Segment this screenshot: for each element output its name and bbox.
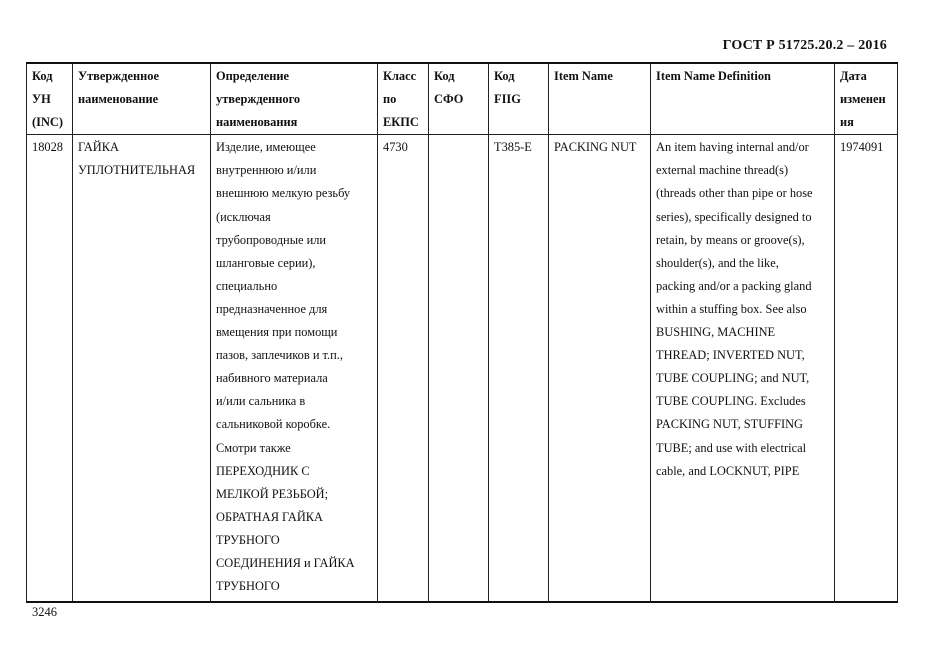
cell-sfo: [429, 135, 489, 602]
text-line: ия: [840, 115, 854, 130]
text-line: series), specifically designed to: [656, 209, 812, 224]
text-line: Item Name Definition: [656, 69, 771, 83]
header-date: [835, 63, 898, 135]
cell-approved-name: [73, 135, 211, 602]
text-line: изменен: [840, 92, 886, 107]
text-line: наименование: [78, 92, 159, 107]
cell-inc: 18028: [27, 135, 73, 602]
text-line: Определение: [216, 69, 290, 83]
text-line: FIIG: [494, 92, 521, 107]
standard-designation: ГОСТ Р 51725.20.2 – 2016: [722, 38, 887, 53]
text-line: шланговые серии),: [216, 255, 316, 270]
text-line: внутреннюю и/или: [216, 163, 317, 178]
text-line: Дата: [840, 69, 867, 83]
cell-item-name: PACKING NUT: [549, 135, 651, 602]
text-line: предназначенное для: [216, 301, 328, 316]
text-line: трубопроводные или: [216, 232, 327, 247]
text-line: TUBE COUPLING. Excludes: [656, 394, 806, 409]
cell-item-definition: [651, 135, 835, 602]
text-line: ЕКПС: [383, 115, 419, 130]
text-line: УН: [32, 92, 51, 107]
text-line: пазов, заплечиков и т.п.,: [216, 348, 343, 363]
header-sfo: [429, 63, 489, 135]
text-line: shoulder(s), and the like,: [656, 255, 779, 270]
text-line: An item having internal and/or: [656, 140, 809, 155]
text-line: within a stuffing box. See also: [656, 301, 807, 316]
text-line: МЕЛКОЙ РЕЗЬБОЙ;: [216, 486, 329, 501]
text-line: Утвержденное: [78, 69, 159, 83]
text-line: Код: [494, 69, 515, 83]
text-line: (INC): [32, 115, 63, 130]
text-line: сальниковой коробке.: [216, 417, 331, 432]
text-line: и/или сальника в: [216, 394, 306, 409]
header-fiig: [489, 63, 549, 135]
text-line: retain, by means or groove(s),: [656, 232, 805, 247]
text-line: (threads other than pipe or hose: [656, 186, 813, 201]
text-line: BUSHING, MACHINE: [656, 325, 776, 340]
cell-date: 1974091: [835, 135, 898, 602]
cell-class: 4730: [378, 135, 429, 602]
cell-fiig: T385-E: [489, 135, 549, 602]
page-number: 3246: [32, 605, 57, 619]
header-approved-name: [73, 63, 211, 135]
text-line: наименования: [216, 115, 298, 130]
text-line: по: [383, 92, 397, 107]
text-line: СФО: [434, 92, 464, 107]
header-definition: [211, 63, 378, 135]
text-line: утвержденного: [216, 92, 301, 107]
text-line: cable, and LOCKNUT, PIPE: [656, 463, 800, 478]
text-line: packing and/or a packing gland: [656, 278, 812, 293]
text-line: ПЕРЕХОДНИК С: [216, 463, 310, 478]
text-line: (исключая: [216, 209, 271, 224]
text-line: Item Name: [554, 69, 613, 83]
catalog-table: [26, 62, 898, 603]
table-row: [27, 135, 898, 602]
header-row: [27, 63, 898, 135]
text-line: вмещения при помощи: [216, 325, 338, 340]
text-line: УПЛОТНИТЕЛЬНАЯ: [78, 163, 196, 178]
text-line: ОБРАТНАЯ ГАЙКА: [216, 509, 323, 524]
header-item-name: [549, 63, 651, 135]
text-line: ТРУБНОГО: [216, 532, 280, 547]
text-line: специально: [216, 278, 278, 293]
text-line: TUBE; and use with electrical: [656, 440, 807, 455]
text-line: external machine thread(s): [656, 163, 789, 178]
text-line: Изделие, имеющее: [216, 140, 316, 155]
cell-definition: [211, 135, 378, 602]
text-line: Код: [32, 69, 53, 83]
text-line: ГАЙКА: [78, 140, 119, 155]
header-class: [378, 63, 429, 135]
text-line: ТРУБНОГО: [216, 579, 280, 594]
text-line: СОЕДИНЕНИЯ и ГАЙКА: [216, 555, 355, 570]
text-line: PACKING NUT, STUFFING: [656, 417, 803, 432]
text-line: набивного материала: [216, 371, 328, 386]
text-line: THREAD; INVERTED NUT,: [656, 348, 805, 363]
text-line: Код: [434, 69, 455, 83]
text-line: TUBE COUPLING; and NUT,: [656, 371, 810, 386]
header-inc: [27, 63, 73, 135]
text-line: внешнюю мелкую резьбу: [216, 186, 351, 201]
header-item-definition: [651, 63, 835, 135]
text-line: Класс: [383, 69, 417, 83]
text-line: Смотри также: [216, 440, 291, 455]
